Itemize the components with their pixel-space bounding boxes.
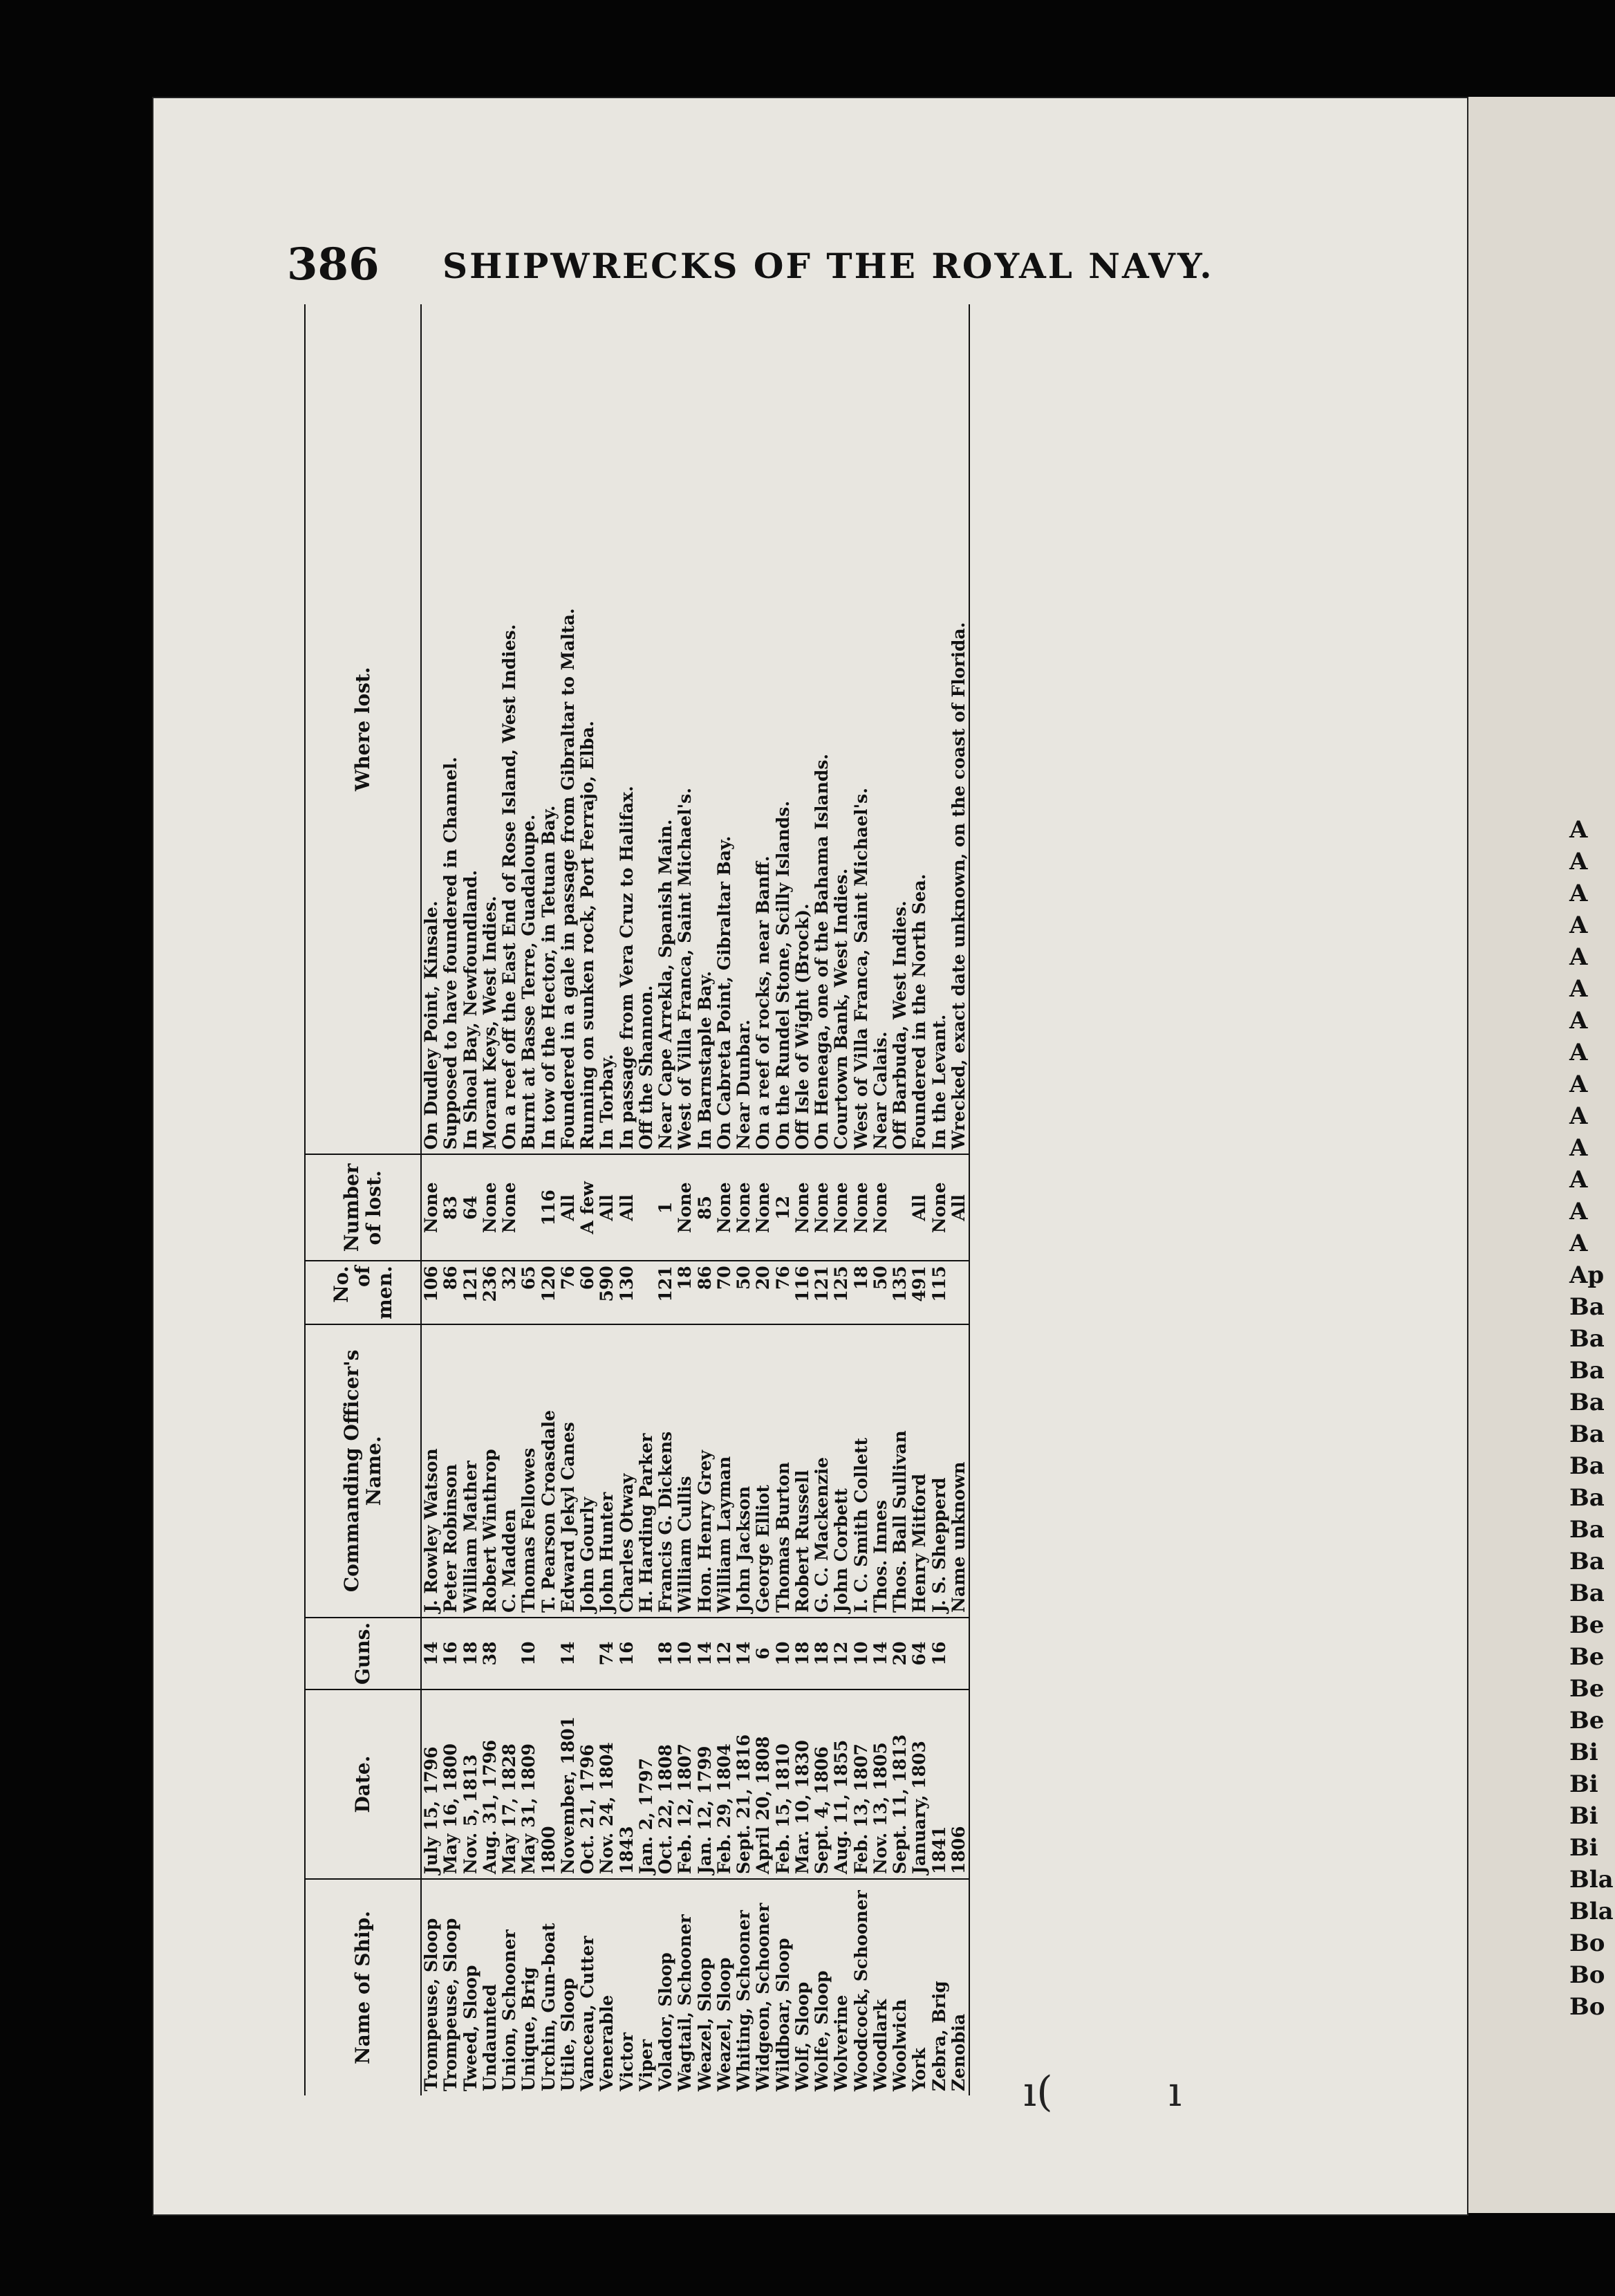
cell-date: Sept. 21, 1816: [734, 1689, 754, 1879]
cell-lost: A few: [578, 1154, 597, 1261]
table-row: [597, 304, 617, 2095]
cell-officer: William Mather: [461, 1324, 480, 1618]
cell-guns: [949, 1618, 969, 1689]
cell-ship: York: [909, 2048, 930, 2091]
cell-ship: Woodcock, Schooner: [850, 1890, 871, 2091]
cell-men: 130: [617, 1261, 637, 1324]
cell-officer: George Elliot: [754, 1324, 773, 1618]
cell-officer: John Gourly: [578, 1324, 597, 1618]
cell-guns: 10: [675, 1618, 695, 1689]
cell-guns: 16: [930, 1618, 949, 1689]
cell-men: 135: [890, 1261, 910, 1324]
table-row: [675, 304, 695, 2095]
cell-date: 1841: [930, 1689, 949, 1879]
table-row: [696, 304, 715, 2095]
cell-ship: Vanceau, Cutter: [577, 1936, 597, 2091]
cell-where: Near Calais.: [871, 304, 890, 1154]
cell-lost: None: [675, 1154, 695, 1261]
cell-lost: All: [617, 1154, 637, 1261]
cell-guns: 16: [617, 1618, 637, 1689]
cell-officer: Thomas Fellowes: [519, 1324, 539, 1618]
cell-date: 1800: [539, 1689, 559, 1879]
facing-page-fragment: Bi: [1569, 1834, 1598, 1862]
cell-where: Off Barbuda, West Indies.: [890, 304, 910, 1154]
cell-date: Sept. 11, 1813: [890, 1689, 910, 1879]
table-row: [812, 304, 832, 2095]
cell-men: 70: [715, 1261, 734, 1324]
cell-where: On a reef of rocks, near Banff.: [754, 304, 773, 1154]
cell-lost: 116: [539, 1154, 559, 1261]
cell-men: [637, 1261, 656, 1324]
cell-lost: None: [734, 1154, 754, 1261]
cell-ship: Whiting, Schooner: [734, 1910, 754, 2091]
facing-page-fragment: Bo: [1569, 1961, 1605, 1989]
cell-ship: Tweed, Sloop: [460, 1965, 480, 2091]
facing-page-fragment: Ba: [1569, 1516, 1605, 1544]
cell-lost: [637, 1154, 656, 1261]
cell-lost: All: [559, 1154, 578, 1261]
facing-page-fragment: Be: [1569, 1675, 1605, 1703]
header-guns: Guns.: [305, 1618, 421, 1689]
cell-officer: John Jackson: [734, 1324, 754, 1618]
cell-ship: Widgeon, Schooner: [753, 1902, 774, 2091]
cell-guns: 14: [559, 1618, 578, 1689]
cell-where: On Dudley Point, Kinsale.: [421, 304, 441, 1154]
cell-lost: All: [949, 1154, 969, 1261]
cell-guns: 74: [597, 1618, 617, 1689]
facing-page-fragment: A: [1569, 1102, 1588, 1130]
cell-ship: Undaunted: [479, 1984, 500, 2091]
table-row: [871, 304, 890, 2095]
cell-where: In Shoal Bay, Newfoundland.: [461, 304, 480, 1154]
header-men: No. of men.: [305, 1261, 421, 1324]
table-row: [734, 304, 754, 2095]
cell-officer: John Corbett: [832, 1324, 851, 1618]
cell-men: 20: [754, 1261, 773, 1324]
cell-ship: Trompeuse, Sloop: [421, 1918, 441, 2091]
cell-men: 121: [812, 1261, 832, 1324]
cell-lost: All: [910, 1154, 929, 1261]
table-row: [890, 304, 910, 2095]
table-row: [832, 304, 851, 2095]
facing-page-fragment: Bo: [1569, 1929, 1605, 1957]
cell-date: January, 1803: [910, 1689, 929, 1879]
cell-lost: All: [597, 1154, 617, 1261]
cell-men: 76: [559, 1261, 578, 1324]
cell-men: 50: [871, 1261, 890, 1324]
cell-where: Off Isle of Wight (Brock).: [793, 304, 812, 1154]
cell-where: Morant Keys, West Indies.: [480, 304, 500, 1154]
cell-guns: 18: [461, 1618, 480, 1689]
cell-date: 1806: [949, 1689, 969, 1879]
table-row: [793, 304, 812, 2095]
cell-where: Supposed to have foundered in Channel.: [441, 304, 460, 1154]
table-row: [637, 304, 656, 2095]
cell-men: 491: [910, 1261, 929, 1324]
cell-ship: Woolwich: [890, 1999, 910, 2091]
table-row: [930, 304, 949, 2095]
cell-date: Sept. 4, 1806: [812, 1689, 832, 1879]
table-row: [754, 304, 773, 2095]
cell-ship: Unique, Brig: [519, 1967, 539, 2091]
table-row: [539, 304, 559, 2095]
facing-page-fragment: A: [1569, 816, 1588, 844]
cell-ship: Woodlark: [870, 1999, 890, 2091]
cell-officer: J. Rowley Watson: [421, 1324, 441, 1618]
facing-page-fragment: Ba: [1569, 1420, 1605, 1448]
cell-ship: Utile, Sloop: [557, 1977, 578, 2091]
cell-ship: Zebra, Brig: [928, 1981, 949, 2091]
cell-where: In the Levant.: [930, 304, 949, 1154]
cell-date: Oct. 21, 1796: [578, 1689, 597, 1879]
facing-page-fragment: A: [1569, 975, 1588, 1003]
cell-ship: Wolfe, Sloop: [812, 1970, 832, 2091]
cell-lost: 64: [461, 1154, 480, 1261]
cell-ship: Wildboar, Sloop: [772, 1938, 793, 2091]
table-header-row: [305, 304, 421, 2095]
cell-ship: Viper: [635, 2039, 656, 2091]
cell-where: Near Dunbar.: [734, 304, 754, 1154]
cell-where: Wrecked, exact date unknown, on the coast of Florida.: [949, 304, 969, 1154]
cell-where: On the Rundel Stone, Scilly Islands.: [774, 304, 793, 1154]
facing-page-fragment: Be: [1569, 1611, 1605, 1639]
table-row: [500, 304, 519, 2095]
cell-date: Jan. 12, 1799: [696, 1689, 715, 1879]
cell-officer: T. Pearson Croasdale: [539, 1324, 559, 1618]
table-body: [421, 304, 969, 2095]
cell-men: 120: [539, 1261, 559, 1324]
cell-where: On Cabreta Point, Gibraltar Bay.: [715, 304, 734, 1154]
facing-page-fragment: Be: [1569, 1707, 1605, 1734]
cell-lost: None: [480, 1154, 500, 1261]
cell-men: 236: [480, 1261, 500, 1324]
cell-lost: None: [930, 1154, 949, 1261]
cell-where: On Heneaga, one of the Bahama Islands.: [812, 304, 832, 1154]
cell-where: Foundered in a gale in passage from Gibraltar to Malta.: [559, 304, 578, 1154]
cell-date: April 20, 1808: [754, 1689, 773, 1879]
cell-guns: 38: [480, 1618, 500, 1689]
table-row: [421, 304, 441, 2095]
cell-officer: Thos. Innes: [871, 1324, 890, 1618]
cell-ship: Volador, Sloop: [655, 1952, 675, 2091]
cell-guns: 18: [812, 1618, 832, 1689]
cell-ship: Wagtail, Schooner: [675, 1914, 696, 2091]
shipwreck-table: [304, 304, 970, 2095]
facing-page-fragment: A: [1569, 1007, 1588, 1035]
page-number: 386: [287, 239, 380, 290]
table-row: [559, 304, 578, 2095]
cell-guns: [578, 1618, 597, 1689]
cell-ship: Trompeuse, Sloop: [440, 1918, 461, 2091]
cell-men: 116: [793, 1261, 812, 1324]
cell-men: 86: [696, 1261, 715, 1324]
cell-guns: 10: [852, 1618, 871, 1689]
cell-officer: Francis G. Dickens: [656, 1324, 675, 1618]
cell-where: Burnt at Basse Terre, Guadaloupe.: [519, 304, 539, 1154]
facing-page-fragment: Bi: [1569, 1770, 1598, 1798]
cell-officer: Thomas Burton: [774, 1324, 793, 1618]
cell-guns: 16: [441, 1618, 460, 1689]
facing-page-fragment: Ap: [1569, 1261, 1605, 1289]
cell-men: 65: [519, 1261, 539, 1324]
header-ship: Name of Ship.: [305, 1879, 421, 2095]
cell-where: On a reef off the East End of Rose Island, West Indies.: [500, 304, 519, 1154]
cell-guns: [539, 1618, 559, 1689]
cell-officer: Hon. Henry Grey: [696, 1324, 715, 1618]
cell-where: In tow of the Hector, in Tetuan Bay.: [539, 304, 559, 1154]
facing-page-fragment: Bi: [1569, 1802, 1598, 1830]
header-lost: Number of lost.: [305, 1154, 421, 1261]
cell-officer: C. Madden: [500, 1324, 519, 1618]
cell-lost: [890, 1154, 910, 1261]
cell-date: Aug. 31, 1796: [480, 1689, 500, 1879]
facing-page-fragment: A: [1569, 911, 1588, 939]
facing-page-fragment: A: [1569, 1230, 1588, 1257]
cell-lost: None: [793, 1154, 812, 1261]
cell-date: Nov. 24, 1804: [597, 1689, 617, 1879]
facing-page-fragment: A: [1569, 1039, 1588, 1066]
cell-guns: 12: [715, 1618, 734, 1689]
facing-page-fragment: Ba: [1569, 1484, 1605, 1512]
cell-lost: [519, 1154, 539, 1261]
cell-guns: 14: [734, 1618, 754, 1689]
cell-date: Feb. 12, 1807: [675, 1689, 695, 1879]
cell-guns: 10: [774, 1618, 793, 1689]
cell-where: Courtown Bank, West Indies.: [832, 304, 851, 1154]
cell-lost: None: [832, 1154, 851, 1261]
facing-page-fragment: A: [1569, 1198, 1588, 1225]
cell-lost: None: [871, 1154, 890, 1261]
cell-men: 76: [774, 1261, 793, 1324]
facing-page-fragment: Bo: [1569, 1993, 1605, 2021]
cell-officer: Henry Mitford: [910, 1324, 929, 1618]
cell-lost: None: [754, 1154, 773, 1261]
cell-lost: None: [421, 1154, 441, 1261]
cell-ship: Weazel, Sloop: [713, 1957, 734, 2091]
cell-officer: Thos. Ball Sullivan: [890, 1324, 910, 1618]
cell-date: Jan. 2, 1797: [637, 1689, 656, 1879]
table-row: [441, 304, 460, 2095]
cell-where: Foundered in the North Sea.: [910, 304, 929, 1154]
cell-lost: None: [812, 1154, 832, 1261]
facing-page-fragment: Ba: [1569, 1293, 1605, 1321]
cell-officer: Edward Jekyl Canes: [559, 1324, 578, 1618]
facing-page-fragment: A: [1569, 943, 1588, 971]
cell-date: Feb. 13, 1807: [852, 1689, 871, 1879]
table-row: [480, 304, 500, 2095]
cell-where: Off the Shannon.: [637, 304, 656, 1154]
header-where: Where lost.: [305, 304, 421, 1154]
cell-guns: 10: [519, 1618, 539, 1689]
cell-where: West of Villa Franca, Saint Michael's.: [675, 304, 695, 1154]
handwritten-mark: ı: [1168, 2068, 1182, 2116]
cell-guns: 14: [696, 1618, 715, 1689]
table-row: [656, 304, 675, 2095]
cell-men: 18: [852, 1261, 871, 1324]
table-row: [910, 304, 929, 2095]
table-row: [715, 304, 734, 2095]
cell-guns: 64: [910, 1618, 929, 1689]
cell-lost: 12: [774, 1154, 793, 1261]
table-row: [774, 304, 793, 2095]
cell-men: 115: [930, 1261, 949, 1324]
cell-officer: G. C. Mackenzie: [812, 1324, 832, 1618]
cell-guns: 18: [793, 1618, 812, 1689]
cell-men: 125: [832, 1261, 851, 1324]
cell-officer: Robert Winthrop: [480, 1324, 500, 1618]
facing-page-fragment: Ba: [1569, 1580, 1605, 1607]
cell-date: Nov. 5, 1813: [461, 1689, 480, 1879]
cell-where: In Torbay.: [597, 304, 617, 1154]
facing-page-fragment: Ba: [1569, 1389, 1605, 1416]
cell-lost: None: [500, 1154, 519, 1261]
cell-where: Running on sunken rock, Port Ferrajo, Elba.: [578, 304, 597, 1154]
cell-officer: William Layman: [715, 1324, 734, 1618]
header-officer: Commanding Officer's Name.: [305, 1324, 421, 1618]
cell-date: Mar. 10, 1830: [793, 1689, 812, 1879]
cell-officer: J. S. Shepperd: [930, 1324, 949, 1618]
table-row: [519, 304, 539, 2095]
cell-officer: H. Harding Parker: [637, 1324, 656, 1618]
cell-ship: Urchin, Gun-boat: [538, 1923, 559, 2091]
cell-date: July 15, 1796: [421, 1689, 441, 1879]
cell-men: 590: [597, 1261, 617, 1324]
cell-ship: Venerable: [597, 1994, 617, 2091]
cell-guns: 6: [754, 1618, 773, 1689]
cell-where: West of Villa Franca, Saint Michael's.: [852, 304, 871, 1154]
cell-men: 121: [656, 1261, 675, 1324]
facing-page-fragment: Ba: [1569, 1357, 1605, 1385]
cell-officer: Charles Otway: [617, 1324, 637, 1618]
cell-officer: Peter Robinson: [441, 1324, 460, 1618]
cell-where: In Barnstaple Bay.: [696, 304, 715, 1154]
cell-guns: 20: [890, 1618, 910, 1689]
facing-page: [1466, 97, 1615, 2213]
facing-page-fragment: A: [1569, 848, 1588, 876]
facing-page-fragment: A: [1569, 880, 1588, 907]
cell-guns: [500, 1618, 519, 1689]
cell-guns: [637, 1618, 656, 1689]
header-date: Date.: [305, 1689, 421, 1879]
table-row: [852, 304, 871, 2095]
table-row: [949, 304, 969, 2095]
cell-lost: 85: [696, 1154, 715, 1261]
facing-page-fragment: A: [1569, 1071, 1588, 1098]
cell-men: 86: [441, 1261, 460, 1324]
facing-page-fragment: Ba: [1569, 1325, 1605, 1353]
cell-date: May 17, 1828: [500, 1689, 519, 1879]
cell-ship: Zenobia: [948, 2013, 969, 2091]
facing-page-fragment: Be: [1569, 1643, 1605, 1671]
cell-guns: 14: [871, 1618, 890, 1689]
cell-date: November, 1801: [559, 1689, 578, 1879]
cell-lost: 1: [656, 1154, 675, 1261]
facing-page-fragment: Bla: [1569, 1898, 1614, 1925]
cell-officer: Name unknown: [949, 1324, 969, 1618]
facing-page-fragment: Ba: [1569, 1548, 1605, 1575]
shipwreck-table-container: [304, 304, 1272, 2095]
cell-date: Feb. 29, 1804: [715, 1689, 734, 1879]
cell-lost: None: [852, 1154, 871, 1261]
cell-date: 1843: [617, 1689, 637, 1879]
handwritten-mark: ı(: [1023, 2068, 1053, 2116]
cell-ship: Wolverine: [831, 1994, 852, 2091]
cell-men: 32: [500, 1261, 519, 1324]
cell-date: May 16, 1800: [441, 1689, 460, 1879]
cell-date: Oct. 22, 1808: [656, 1689, 675, 1879]
cell-men: 121: [461, 1261, 480, 1324]
cell-ship: Wolf, Sloop: [792, 1981, 812, 2091]
cell-men: 60: [578, 1261, 597, 1324]
cell-lost: None: [715, 1154, 734, 1261]
table-row: [578, 304, 597, 2095]
cell-men: 106: [421, 1261, 441, 1324]
cell-officer: I. C. Smith Collett: [852, 1324, 871, 1618]
facing-page-fragment: A: [1569, 1134, 1588, 1162]
cell-ship: Union, Schooner: [499, 1929, 519, 2091]
cell-officer: John Hunter: [597, 1324, 617, 1618]
cell-officer: William Cullis: [675, 1324, 695, 1618]
cell-where: Near Cape Arrekla, Spanish Main.: [656, 304, 675, 1154]
cell-date: Nov. 13, 1805: [871, 1689, 890, 1879]
table-row: [617, 304, 637, 2095]
cell-lost: 83: [441, 1154, 460, 1261]
cell-men: [949, 1261, 969, 1324]
cell-date: May 31, 1809: [519, 1689, 539, 1879]
running-head: SHIPWRECKS OF THE ROYAL NAVY.: [442, 246, 1214, 286]
cell-ship: Victor: [616, 2032, 637, 2091]
cell-men: 50: [734, 1261, 754, 1324]
facing-page-fragment: Bla: [1569, 1866, 1614, 1894]
facing-page-fragment: A: [1569, 1166, 1588, 1194]
cell-guns: 14: [421, 1618, 441, 1689]
cell-date: Feb. 15, 1810: [774, 1689, 793, 1879]
cell-officer: Robert Russell: [793, 1324, 812, 1618]
cell-where: In passage from Vera Cruz to Halifax.: [617, 304, 637, 1154]
facing-page-fragment: Ba: [1569, 1452, 1605, 1480]
cell-date: Aug. 11, 1855: [832, 1689, 851, 1879]
cell-guns: 12: [832, 1618, 851, 1689]
table-row: [461, 304, 480, 2095]
cell-ship: Weazel, Sloop: [694, 1957, 715, 2091]
facing-page-fragment: Bi: [1569, 1739, 1598, 1766]
cell-men: 18: [675, 1261, 695, 1324]
cell-guns: 18: [656, 1618, 675, 1689]
